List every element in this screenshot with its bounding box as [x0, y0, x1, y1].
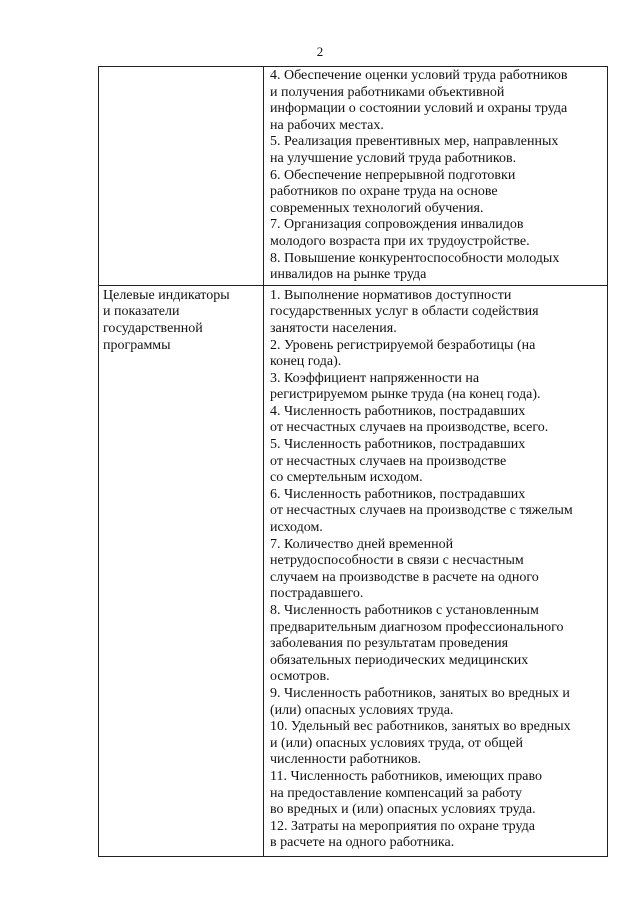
- tasks-line: работников по охране труда на основе: [270, 184, 498, 200]
- indicators-label-cell: [99, 285, 264, 856]
- indicator-line: 1. Выполнение нормативов доступности: [270, 287, 512, 303]
- indicator-line: пострадавшего.: [270, 586, 364, 602]
- indicator-line: от несчастных случаев на производстве с тяжелым: [270, 503, 573, 519]
- page-number: 2: [316, 44, 324, 59]
- indicator-line: от несчастных случаев на производстве: [270, 453, 507, 469]
- indicators-label-line: государственной: [103, 320, 203, 336]
- tasks-line: на рабочих местах.: [270, 117, 384, 133]
- tasks-line: молодого возраста при их трудоустройстве.: [270, 233, 530, 249]
- indicators-label-line: программы: [103, 337, 171, 353]
- indicator-line: со смертельным исходом.: [270, 470, 423, 486]
- indicator-line: заболевания по результатам проведения: [270, 636, 509, 652]
- indicator-line: 11. Численность работников, имеющих право: [270, 768, 543, 784]
- indicator-line: занятости населения.: [270, 320, 397, 336]
- indicator-line: случаем на производстве в расчете на одного: [270, 569, 539, 585]
- indicator-line: 10. Удельный вес работников, занятых во вредных: [270, 719, 571, 735]
- indicator-line: нетрудоспособности в связи с несчастным: [270, 553, 524, 569]
- indicator-line: 7. Количество дней временной: [270, 536, 454, 552]
- tasks-line: 5. Реализация превентивных мер, направленных: [270, 134, 559, 150]
- tasks-line: современных технологий обучения.: [270, 200, 484, 216]
- indicator-line: в расчете на одного работника.: [270, 835, 455, 851]
- indicator-line: (или) опасных условиях труда.: [270, 702, 454, 718]
- tasks-line: инвалидов на рынке труда: [270, 267, 427, 283]
- indicator-line: от несчастных случаев на производстве, всего.: [270, 420, 549, 436]
- indicator-line: 2. Уровень регистрируемой безработицы (на: [270, 337, 536, 353]
- tasks-line: 8. Повышение конкурентоспособности молодых: [270, 250, 560, 266]
- indicator-line: осмотров.: [270, 669, 330, 685]
- tasks-line: на улучшение условий труда работников.: [270, 150, 517, 166]
- indicators-label-line: Целевые индикаторы: [103, 287, 230, 303]
- program-table: [98, 66, 608, 857]
- indicators-content-cell: [264, 285, 608, 856]
- table-row-tasks: [99, 67, 608, 286]
- indicator-line: 3. Коэффициент напряженности на: [270, 370, 480, 386]
- tasks-line: 7. Организация сопровождения инвалидов: [270, 217, 524, 233]
- indicator-line: обязательных периодических медицинских: [270, 652, 529, 668]
- indicator-line: во вредных и (или) опасных условиях труда.: [270, 802, 536, 818]
- tasks-content-cell: [264, 67, 608, 286]
- table-row-indicators: [99, 285, 608, 856]
- indicator-line: регистрируемом рынке труда (на конец года).: [270, 387, 541, 403]
- indicator-line: 12. Затраты на мероприятия по охране труда: [270, 818, 535, 834]
- indicator-line: 9. Численность работников, занятых во вредных и: [270, 685, 570, 701]
- indicator-line: 4. Численность работников, пострадавших: [270, 403, 526, 419]
- tasks-line: 4. Обеспечение оценки условий труда работников: [270, 68, 568, 83]
- tasks-line: и получения работниками объективной: [270, 84, 505, 100]
- indicator-line: численности работников.: [270, 752, 422, 768]
- indicator-line: конец года).: [270, 354, 342, 370]
- indicator-line: государственных услуг в области содействия: [270, 304, 539, 320]
- indicator-line: 5. Численность работников, пострадавших: [270, 437, 526, 453]
- tasks-line: 6. Обеспечение непрерывной подготовки: [270, 167, 516, 183]
- tasks-label-cell: [99, 67, 264, 286]
- indicator-line: и (или) опасных условиях труда, от общей: [270, 735, 523, 751]
- tasks-line: информации о состоянии условий и охраны труда: [270, 101, 568, 117]
- indicator-line: на предоставление компенсаций за работу: [270, 785, 523, 801]
- indicator-line: исходом.: [270, 520, 323, 536]
- indicator-line: 8. Численность работников с установленным: [270, 603, 539, 618]
- indicator-line: 6. Численность работников, пострадавших: [270, 486, 526, 502]
- indicator-line: предварительным диагнозом профессионального: [270, 619, 564, 635]
- indicators-label-line: и показатели: [103, 304, 180, 320]
